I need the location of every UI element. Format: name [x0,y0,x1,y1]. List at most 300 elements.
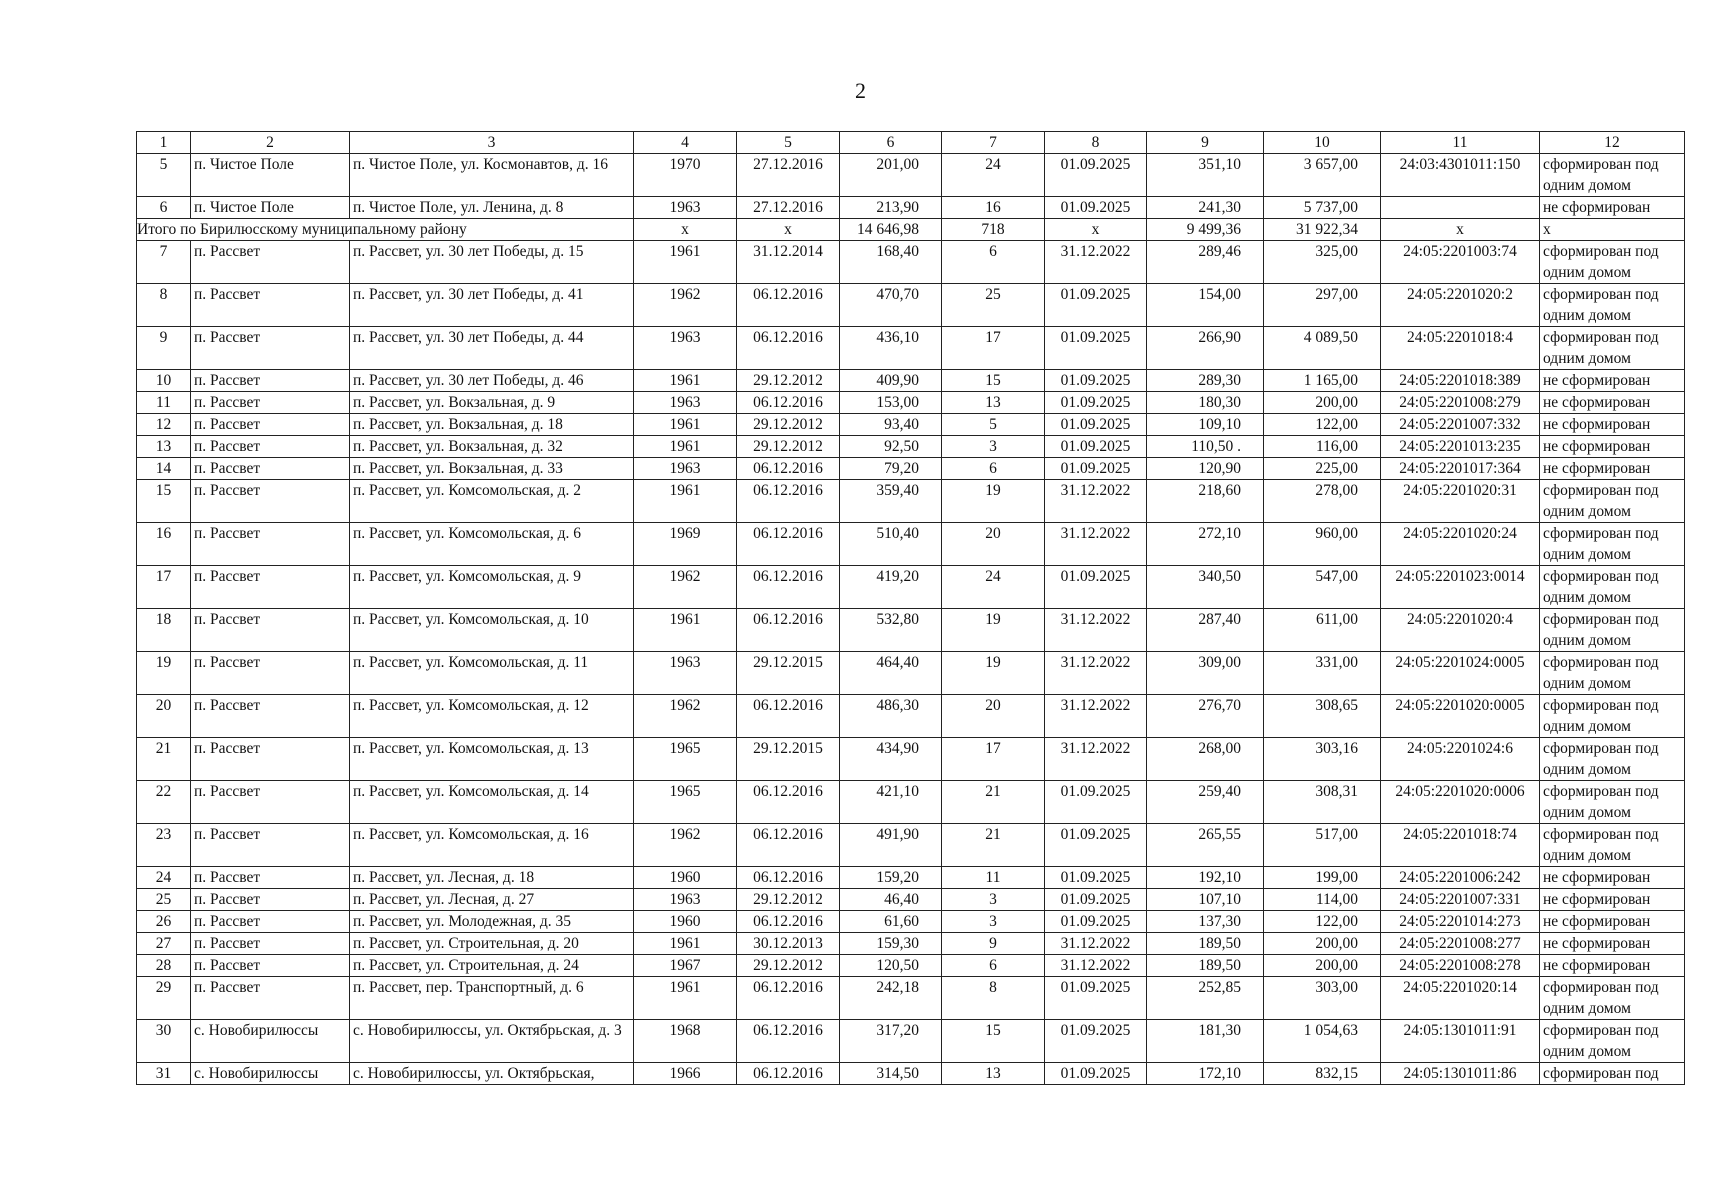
total-residents-cell: 718 [942,219,1045,241]
land-status-cell: не сформирован [1540,458,1685,480]
row-number: 28 [137,955,191,977]
date-cell: 29.12.2012 [737,889,840,911]
land-status-cell: не сформирован [1540,392,1685,414]
residents-cell: 13 [942,1063,1045,1085]
cadastral-number-cell: 24:05:2201024:6 [1381,738,1540,781]
date-cell: 06.12.2016 [737,609,840,652]
date-cell: 06.12.2016 [737,781,840,824]
land-area-cell: 225,00 [1264,458,1381,480]
residents-cell: 16 [942,197,1045,219]
settlement-cell: п. Чистое Поле [191,197,350,219]
table-row [137,977,1685,1020]
deadline-cell: 01.09.2025 [1045,154,1147,197]
land-area-cell: 200,00 [1264,933,1381,955]
settlement-cell: п. Рассвет [191,977,350,1020]
column-header: 7 [942,132,1045,154]
residents-cell: 17 [942,327,1045,370]
residents-cell: 3 [942,889,1045,911]
deadline-cell: 01.09.2025 [1045,197,1147,219]
date-cell: 06.12.2016 [737,977,840,1020]
land-status-cell: не сформирован [1540,436,1685,458]
deadline-cell: 31.12.2022 [1045,609,1147,652]
cadastral-number-cell: 24:05:2201020:24 [1381,523,1540,566]
deadline-cell: 01.09.2025 [1045,370,1147,392]
row-number: 29 [137,977,191,1020]
column-header: 1 [137,132,191,154]
date-cell: 29.12.2015 [737,738,840,781]
address-cell: п. Рассвет, ул. Строительная, д. 24 [350,955,634,977]
residents-cell: 25 [942,284,1045,327]
total-deadline-cell: х [1045,219,1147,241]
area-cell: 314,50 [840,1063,942,1085]
deadline-cell: 31.12.2022 [1045,955,1147,977]
registry-body [137,132,1685,1085]
column-header: 12 [1540,132,1685,154]
area-cell: 434,90 [840,738,942,781]
year-built-cell: 1963 [634,652,737,695]
year-built-cell: 1963 [634,889,737,911]
table-row [137,154,1685,197]
table-row [137,327,1685,370]
living-area-cell: 265,55 [1147,824,1264,867]
deadline-cell: 01.09.2025 [1045,781,1147,824]
area-cell: 120,50 [840,955,942,977]
total-living-area-cell: 9 499,36 [1147,219,1264,241]
year-built-cell: 1961 [634,480,737,523]
date-cell: 30.12.2013 [737,933,840,955]
residents-cell: 9 [942,933,1045,955]
year-built-cell: 1965 [634,738,737,781]
deadline-cell: 01.09.2025 [1045,1020,1147,1063]
district-total-row [137,219,1685,241]
row-number: 15 [137,480,191,523]
residents-cell: 20 [942,523,1045,566]
row-number: 8 [137,284,191,327]
row-number: 20 [137,695,191,738]
date-cell: 06.12.2016 [737,327,840,370]
table-row [137,1020,1685,1063]
total-land-area-cell: 31 922,34 [1264,219,1381,241]
living-area-cell: 110,50 . [1147,436,1264,458]
row-number: 17 [137,566,191,609]
year-built-cell: 1968 [634,1020,737,1063]
deadline-cell: 01.09.2025 [1045,392,1147,414]
row-number: 9 [137,327,191,370]
settlement-cell: п. Рассвет [191,284,350,327]
land-status-cell: сформирован под одним домом [1540,154,1685,197]
address-cell: п. Рассвет, ул. 30 лет Победы, д. 46 [350,370,634,392]
settlement-cell: п. Рассвет [191,955,350,977]
land-status-cell: сформирован под одним домом [1540,284,1685,327]
row-number: 18 [137,609,191,652]
table-row [137,955,1685,977]
year-built-cell: 1960 [634,911,737,933]
table-row [137,867,1685,889]
column-header: 9 [1147,132,1264,154]
cadastral-number-cell: 24:05:2201013:235 [1381,436,1540,458]
settlement-cell: п. Рассвет [191,241,350,284]
land-area-cell: 3 657,00 [1264,154,1381,197]
residents-cell: 5 [942,414,1045,436]
deadline-cell: 31.12.2022 [1045,695,1147,738]
year-built-cell: 1961 [634,977,737,1020]
date-cell: 06.12.2016 [737,911,840,933]
land-area-cell: 517,00 [1264,824,1381,867]
row-number: 6 [137,197,191,219]
cadastral-number-cell: 24:05:2201008:279 [1381,392,1540,414]
area-cell: 491,90 [840,824,942,867]
living-area-cell: 309,00 [1147,652,1264,695]
cadastral-number-cell: 24:05:2201008:278 [1381,955,1540,977]
row-number: 27 [137,933,191,955]
living-area-cell: 289,30 [1147,370,1264,392]
address-cell: п. Рассвет, ул. Комсомольская, д. 11 [350,652,634,695]
row-number: 14 [137,458,191,480]
deadline-cell: 31.12.2022 [1045,480,1147,523]
date-cell: 06.12.2016 [737,695,840,738]
address-cell: п. Рассвет, ул. Вокзальная, д. 32 [350,436,634,458]
area-cell: 46,40 [840,889,942,911]
land-status-cell: сформирован под одним домом [1540,824,1685,867]
residents-cell: 21 [942,824,1045,867]
deadline-cell: 01.09.2025 [1045,889,1147,911]
land-area-cell: 122,00 [1264,911,1381,933]
land-status-cell: не сформирован [1540,955,1685,977]
address-cell: п. Рассвет, ул. Молодежная, д. 35 [350,911,634,933]
table-row [137,911,1685,933]
table-row [137,436,1685,458]
address-cell: с. Новобирилюссы, ул. Октябрьская, [350,1063,634,1085]
residents-cell: 19 [942,652,1045,695]
area-cell: 79,20 [840,458,942,480]
column-header: 10 [1264,132,1381,154]
address-cell: п. Чистое Поле, ул. Ленина, д. 8 [350,197,634,219]
settlement-cell: п. Рассвет [191,889,350,911]
date-cell: 06.12.2016 [737,1020,840,1063]
settlement-cell: п. Рассвет [191,933,350,955]
year-built-cell: 1961 [634,436,737,458]
deadline-cell: 01.09.2025 [1045,414,1147,436]
table-row [137,370,1685,392]
deadline-cell: 31.12.2022 [1045,652,1147,695]
row-number: 30 [137,1020,191,1063]
cadastral-number-cell: 24:05:2201020:14 [1381,977,1540,1020]
living-area-cell: 109,10 [1147,414,1264,436]
row-number: 31 [137,1063,191,1085]
area-cell: 470,70 [840,284,942,327]
area-cell: 153,00 [840,392,942,414]
residents-cell: 24 [942,566,1045,609]
date-cell: 06.12.2016 [737,523,840,566]
cadastral-number-cell [1381,197,1540,219]
address-cell: п. Рассвет, ул. Вокзальная, д. 9 [350,392,634,414]
table-row [137,458,1685,480]
total-area-cell: 14 646,98 [840,219,942,241]
residents-cell: 3 [942,436,1045,458]
row-number: 7 [137,241,191,284]
settlement-cell: п. Рассвет [191,370,350,392]
deadline-cell: 01.09.2025 [1045,327,1147,370]
cadastral-number-cell: 24:05:2201024:0005 [1381,652,1540,695]
total-year-built-cell: х [634,219,737,241]
date-cell: 29.12.2012 [737,955,840,977]
settlement-cell: п. Рассвет [191,327,350,370]
table-row [137,609,1685,652]
year-built-cell: 1961 [634,241,737,284]
settlement-cell: п. Рассвет [191,738,350,781]
date-cell: 06.12.2016 [737,284,840,327]
living-area-cell: 154,00 [1147,284,1264,327]
living-area-cell: 107,10 [1147,889,1264,911]
address-cell: п. Рассвет, ул. 30 лет Победы, д. 41 [350,284,634,327]
row-number: 26 [137,911,191,933]
year-built-cell: 1963 [634,392,737,414]
year-built-cell: 1963 [634,458,737,480]
cadastral-number-cell: 24:05:2201007:332 [1381,414,1540,436]
area-cell: 359,40 [840,480,942,523]
settlement-cell: п. Рассвет [191,867,350,889]
living-area-cell: 120,90 [1147,458,1264,480]
residents-cell: 15 [942,1020,1045,1063]
address-cell: п. Рассвет, ул. Вокзальная, д. 18 [350,414,634,436]
residents-cell: 3 [942,911,1045,933]
land-status-cell: сформирован под одним домом [1540,480,1685,523]
deadline-cell: 01.09.2025 [1045,867,1147,889]
year-built-cell: 1962 [634,284,737,327]
cadastral-number-cell: 24:05:2201008:277 [1381,933,1540,955]
residents-cell: 24 [942,154,1045,197]
table-row [137,284,1685,327]
address-cell: п. Рассвет, ул. Комсомольская, д. 12 [350,695,634,738]
cadastral-number-cell: 24:05:2201018:4 [1381,327,1540,370]
land-area-cell: 297,00 [1264,284,1381,327]
land-area-cell: 5 737,00 [1264,197,1381,219]
land-area-cell: 199,00 [1264,867,1381,889]
area-cell: 409,90 [840,370,942,392]
address-cell: п. Рассвет, ул. Комсомольская, д. 14 [350,781,634,824]
address-cell: п. Рассвет, пер. Транспортный, д. 6 [350,977,634,1020]
settlement-cell: п. Чистое Поле [191,154,350,197]
living-area-cell: 218,60 [1147,480,1264,523]
row-number: 23 [137,824,191,867]
year-built-cell: 1961 [634,370,737,392]
land-area-cell: 122,00 [1264,414,1381,436]
total-label: Итого по Бирилюсскому муниципальному району [137,219,634,241]
date-cell: 06.12.2016 [737,392,840,414]
address-cell: п. Рассвет, ул. Комсомольская, д. 16 [350,824,634,867]
settlement-cell: п. Рассвет [191,824,350,867]
table-row [137,480,1685,523]
land-status-cell: сформирован под одним домом [1540,695,1685,738]
area-cell: 168,40 [840,241,942,284]
settlement-cell: п. Рассвет [191,781,350,824]
residents-cell: 15 [942,370,1045,392]
date-cell: 29.12.2012 [737,370,840,392]
land-area-cell: 114,00 [1264,889,1381,911]
living-area-cell: 259,40 [1147,781,1264,824]
land-status-cell: не сформирован [1540,197,1685,219]
cadastral-number-cell: 24:05:2201020:0006 [1381,781,1540,824]
table-row [137,695,1685,738]
land-status-cell: сформирован под одним домом [1540,652,1685,695]
land-status-cell: сформирован под одним домом [1540,738,1685,781]
table-row [137,889,1685,911]
residents-cell: 17 [942,738,1045,781]
date-cell: 29.12.2012 [737,436,840,458]
land-status-cell: сформирован под [1540,1063,1685,1085]
land-area-cell: 200,00 [1264,955,1381,977]
land-area-cell: 303,16 [1264,738,1381,781]
address-cell: п. Чистое Поле, ул. Космонавтов, д. 16 [350,154,634,197]
cadastral-number-cell: 24:05:2201020:4 [1381,609,1540,652]
land-area-cell: 4 089,50 [1264,327,1381,370]
column-header: 11 [1381,132,1540,154]
settlement-cell: п. Рассвет [191,480,350,523]
year-built-cell: 1962 [634,824,737,867]
settlement-cell: п. Рассвет [191,523,350,566]
deadline-cell: 01.09.2025 [1045,1063,1147,1085]
land-area-cell: 303,00 [1264,977,1381,1020]
living-area-cell: 172,10 [1147,1063,1264,1085]
table-row [137,392,1685,414]
area-cell: 201,00 [840,154,942,197]
settlement-cell: п. Рассвет [191,414,350,436]
land-area-cell: 547,00 [1264,566,1381,609]
area-cell: 242,18 [840,977,942,1020]
residents-cell: 6 [942,955,1045,977]
cadastral-number-cell: 24:05:2201007:331 [1381,889,1540,911]
settlement-cell: п. Рассвет [191,695,350,738]
land-area-cell: 278,00 [1264,480,1381,523]
year-built-cell: 1962 [634,695,737,738]
cadastral-number-cell: 24:05:2201018:74 [1381,824,1540,867]
land-area-cell: 1 054,63 [1264,1020,1381,1063]
area-cell: 92,50 [840,436,942,458]
settlement-cell: п. Рассвет [191,392,350,414]
year-built-cell: 1963 [634,197,737,219]
year-built-cell: 1967 [634,955,737,977]
area-cell: 317,20 [840,1020,942,1063]
column-header: 3 [350,132,634,154]
land-area-cell: 325,00 [1264,241,1381,284]
table-row [137,566,1685,609]
residents-cell: 6 [942,458,1045,480]
land-status-cell: сформирован под одним домом [1540,781,1685,824]
land-area-cell: 611,00 [1264,609,1381,652]
cadastral-number-cell: 24:03:4301011:150 [1381,154,1540,197]
land-status-cell: не сформирован [1540,933,1685,955]
residents-cell: 13 [942,392,1045,414]
deadline-cell: 01.09.2025 [1045,284,1147,327]
land-status-cell: сформирован под одним домом [1540,977,1685,1020]
land-area-cell: 308,65 [1264,695,1381,738]
row-number: 13 [137,436,191,458]
land-area-cell: 1 165,00 [1264,370,1381,392]
land-status-cell: сформирован под одним домом [1540,241,1685,284]
living-area-cell: 268,00 [1147,738,1264,781]
table-row [137,197,1685,219]
land-status-cell: сформирован под одним домом [1540,327,1685,370]
address-cell: п. Рассвет, ул. Лесная, д. 18 [350,867,634,889]
living-area-cell: 272,10 [1147,523,1264,566]
date-cell: 27.12.2016 [737,154,840,197]
table-row [137,933,1685,955]
residents-cell: 11 [942,867,1045,889]
table-row [137,523,1685,566]
cadastral-number-cell: 24:05:2201023:0014 [1381,566,1540,609]
row-number: 21 [137,738,191,781]
cadastral-number-cell: 24:05:2201017:364 [1381,458,1540,480]
land-area-cell: 832,15 [1264,1063,1381,1085]
table-row [137,652,1685,695]
settlement-cell: с. Новобирилюссы [191,1063,350,1085]
area-cell: 61,60 [840,911,942,933]
area-cell: 532,80 [840,609,942,652]
table-row [137,1063,1685,1085]
address-cell: с. Новобирилюссы, ул. Октябрьская, д. 3 [350,1020,634,1063]
land-status-cell: не сформирован [1540,867,1685,889]
living-area-cell: 137,30 [1147,911,1264,933]
row-number: 11 [137,392,191,414]
table-row [137,781,1685,824]
table-row [137,414,1685,436]
column-header: 5 [737,132,840,154]
address-cell: п. Рассвет, ул. Комсомольская, д. 10 [350,609,634,652]
settlement-cell: п. Рассвет [191,458,350,480]
cadastral-number-cell: 24:05:2201018:389 [1381,370,1540,392]
deadline-cell: 01.09.2025 [1045,824,1147,867]
row-number: 19 [137,652,191,695]
year-built-cell: 1961 [634,933,737,955]
area-cell: 159,20 [840,867,942,889]
column-header: 2 [191,132,350,154]
land-status-cell: сформирован под одним домом [1540,1020,1685,1063]
cadastral-number-cell: 24:05:1301011:86 [1381,1063,1540,1085]
address-cell: п. Рассвет, ул. Строительная, д. 20 [350,933,634,955]
total-cadastral-number-cell: х [1381,219,1540,241]
date-cell: 06.12.2016 [737,867,840,889]
date-cell: 06.12.2016 [737,824,840,867]
land-status-cell: не сформирован [1540,911,1685,933]
living-area-cell: 189,50 [1147,933,1264,955]
cadastral-number-cell: 24:05:1301011:91 [1381,1020,1540,1063]
living-area-cell: 192,10 [1147,867,1264,889]
deadline-cell: 01.09.2025 [1045,458,1147,480]
housing-registry-table [136,131,1685,1085]
area-cell: 510,40 [840,523,942,566]
address-cell: п. Рассвет, ул. Лесная, д. 27 [350,889,634,911]
address-cell: п. Рассвет, ул. 30 лет Победы, д. 44 [350,327,634,370]
year-built-cell: 1965 [634,781,737,824]
land-area-cell: 331,00 [1264,652,1381,695]
date-cell: 27.12.2016 [737,197,840,219]
living-area-cell: 181,30 [1147,1020,1264,1063]
area-cell: 486,30 [840,695,942,738]
deadline-cell: 31.12.2022 [1045,523,1147,566]
cadastral-number-cell: 24:05:2201020:0005 [1381,695,1540,738]
land-status-cell: не сформирован [1540,414,1685,436]
table-row [137,738,1685,781]
table-row [137,241,1685,284]
year-built-cell: 1966 [634,1063,737,1085]
deadline-cell: 01.09.2025 [1045,977,1147,1020]
row-number: 16 [137,523,191,566]
address-cell: п. Рассвет, ул. Комсомольская, д. 13 [350,738,634,781]
area-cell: 436,10 [840,327,942,370]
cadastral-number-cell: 24:05:2201020:2 [1381,284,1540,327]
column-header: 4 [634,132,737,154]
cadastral-number-cell: 24:05:2201006:242 [1381,867,1540,889]
